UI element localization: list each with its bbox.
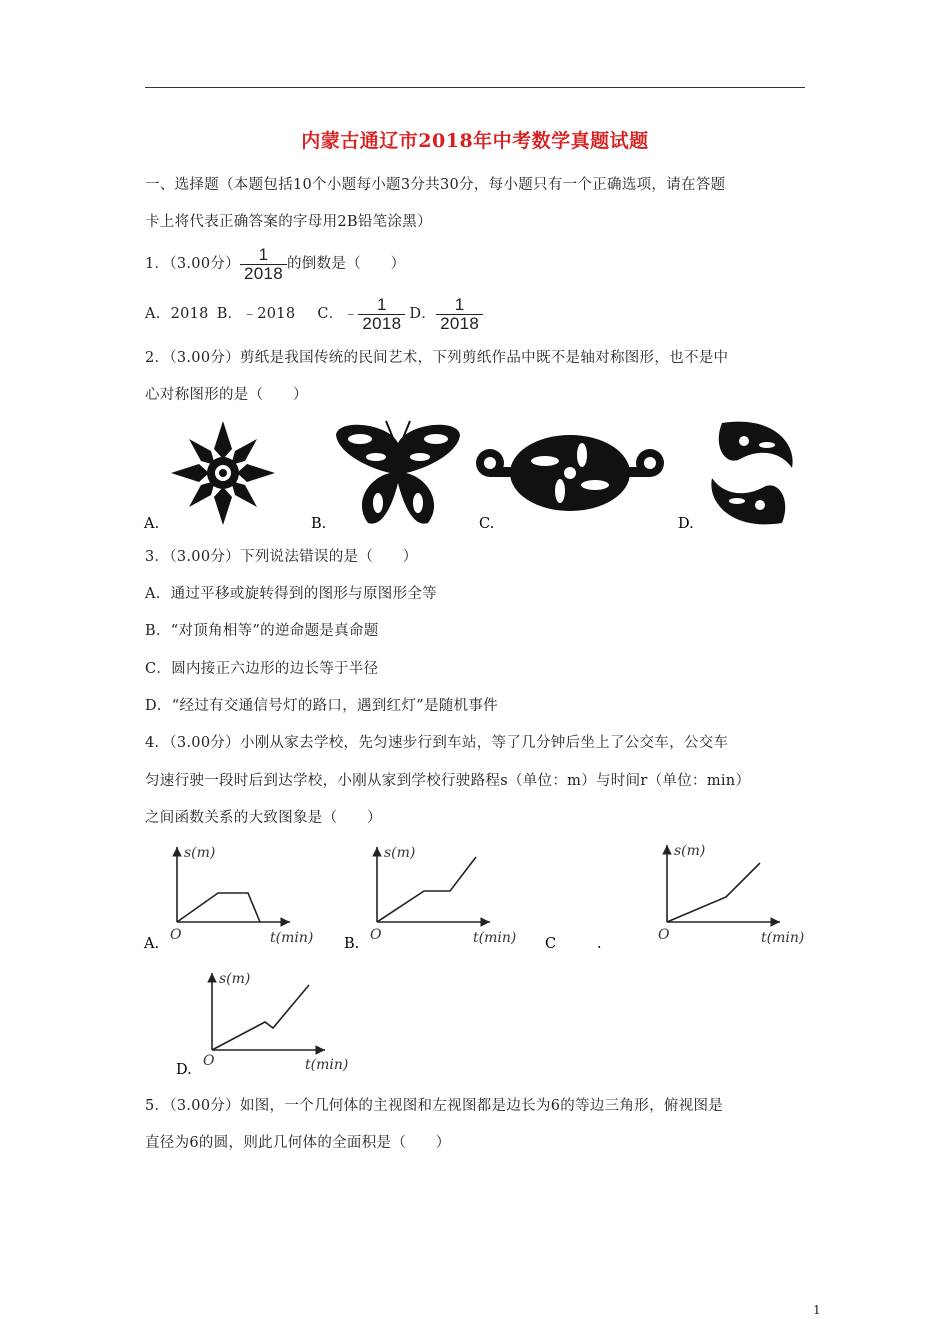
question-2-line1: 2．（3.00分）剪纸是我国传统的民间艺术，下列剪纸作品中既不是轴对称图形，也不是中 [145, 350, 729, 366]
q2-label-b: B. [311, 516, 327, 532]
q1-suffix: 的倒数是（ ） [287, 256, 406, 272]
question-1-options [145, 292, 483, 336]
question-2-line2: 心对称图形的是（ ） [145, 387, 308, 403]
page-number: 1 [813, 1303, 821, 1317]
graph-c-option-dot: . [597, 936, 602, 952]
q1-prefix: 1．（3.00分） [145, 256, 240, 272]
section-heading-line1: 一、选择题（本题包括10个小题每小题3分共30分，每小题只有一个正确选项，请在答题 [145, 177, 726, 193]
graph-c-x-label: t(min) [761, 930, 805, 946]
graph-b-y-label: s(m) [384, 845, 416, 861]
graph-b-origin: O [370, 927, 382, 943]
q2-label-c: C. [479, 516, 495, 532]
graph-a-x-label: t(min) [270, 930, 314, 946]
papercut-ornament-icon [476, 435, 664, 511]
q1-c-num: 1 [376, 294, 387, 314]
graph-d-x-label: t(min) [305, 1057, 349, 1073]
q2-label-d: D. [678, 516, 694, 532]
graph-d-origin: O [203, 1053, 215, 1069]
q1-c-den: 2018 [358, 314, 405, 333]
question-4-line2: 匀速行驶一段时后到达学校，小刚从家到学校行驶路程s（单位：m）与时间r（单位：min） [145, 773, 751, 789]
graph-d-option-label: D. [176, 1062, 192, 1078]
graph-b-option-label: B. [344, 936, 360, 952]
header-rule [145, 87, 805, 88]
graph-b [370, 845, 516, 946]
graph-a [143, 845, 313, 952]
q2-label-a: A. [144, 516, 160, 532]
question-3-option-c: C．圆内接正六边形的边长等于半径 [145, 661, 379, 677]
q1-option-a: A．2018 [145, 306, 209, 322]
q1-fraction [240, 246, 287, 283]
graph-d-y-label: s(m) [219, 971, 251, 987]
graph-c-option-label: C [545, 936, 557, 952]
graph-a-y-label: s(m) [184, 845, 216, 861]
question-1 [145, 244, 405, 284]
q1-option-d-fraction [436, 296, 483, 333]
graph-c [658, 843, 804, 946]
papercut-flower-icon [171, 421, 275, 525]
question-3-option-a: A．通过平移或旋转得到的图形与原图形全等 [145, 586, 437, 602]
q1-option-c-fraction [358, 296, 405, 333]
q1-option-c: C．﹣ [317, 306, 359, 322]
q1-d-num: 1 [454, 294, 465, 314]
page-title: 内蒙古通辽市2018年中考数学真题试题 [301, 130, 649, 152]
q1-frac-num: 1 [258, 244, 269, 264]
q1-d-den: 2018 [436, 314, 483, 333]
graph-c-origin: O [658, 927, 670, 943]
papercut-butterfly-icon [336, 421, 460, 524]
graph-b-x-label: t(min) [473, 930, 517, 946]
papercut-fish-icon [711, 422, 792, 525]
q1-option-b: B．﹣2018 [216, 306, 296, 322]
papercut-images [140, 415, 820, 535]
question-4-line3: 之间函数关系的大致图象是（ ） [145, 810, 382, 826]
question-3-option-b: B．“对顶角相等”的逆命题是真命题 [145, 623, 379, 639]
q4-graphs [140, 835, 820, 1085]
section-heading-line2: 卡上将代表正确答案的字母用2B铅笔涂黑） [145, 214, 432, 230]
question-5-line2: 直径为6的圆，则此几何体的全面积是（ ） [145, 1135, 451, 1151]
graph-a-option-label: A. [144, 936, 160, 952]
question-5-line1: 5．（3.00分）如图，一个几何体的主视图和左视图都是边长为6的等边三角形，俯视图是 [145, 1098, 724, 1114]
graph-c-y-label: s(m) [674, 843, 706, 859]
q1-frac-den: 2018 [240, 264, 287, 283]
question-4-line1: 4．（3.00分）小刚从家去学校，先匀速步行到车站，等了几分钟后坐上了公交车，公交车 [145, 735, 729, 751]
question-3-option-d: D．“经过有交通信号灯的路口，遇到红灯”是随机事件 [145, 698, 498, 714]
q1-option-d: D． [409, 306, 437, 322]
question-3-stem: 3．（3.00分）下列说法错误的是（ ） [145, 549, 418, 565]
graph-a-origin: O [170, 927, 182, 943]
graph-d [203, 971, 348, 1073]
